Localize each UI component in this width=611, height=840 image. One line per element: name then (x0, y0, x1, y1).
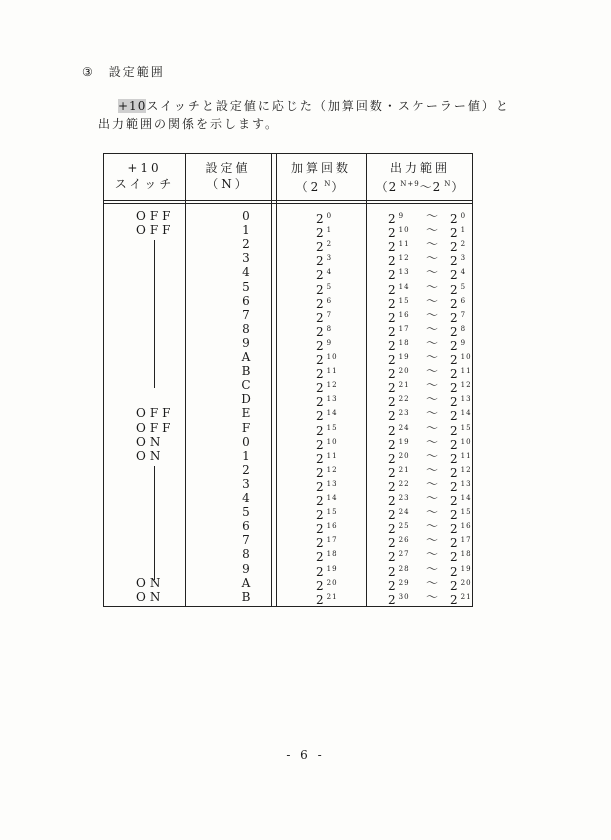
range-tilde: ～ (426, 406, 439, 421)
count-exponent: 3 (326, 254, 333, 263)
range-high-base: 2 (450, 451, 458, 466)
table-row (104, 491, 472, 508)
setting-value: C (241, 378, 251, 393)
table-row (104, 364, 472, 382)
header-switch-line2: スイッチ (114, 177, 175, 191)
range-high-base: 2 (450, 564, 458, 579)
range-tilde: ～ (426, 321, 439, 336)
range-tilde: ～ (426, 279, 439, 294)
table-row (104, 293, 472, 311)
range-high-base: 2 (450, 296, 458, 311)
switch-state: ON (136, 434, 165, 449)
setting-value: 7 (242, 307, 250, 322)
setting-value: 4 (242, 491, 250, 505)
count-base: 2 (316, 536, 324, 551)
table-row (104, 547, 472, 565)
range-high-base: 2 (450, 437, 458, 452)
count-base: 2 (316, 479, 324, 494)
range-low-exponent: 24 (398, 423, 410, 432)
range-high-exponent: 19 (460, 564, 472, 573)
count-base: 2 (316, 212, 324, 226)
header-count-exp: N (324, 180, 332, 188)
table-row (104, 251, 472, 269)
range-high-base: 2 (450, 578, 458, 593)
table-row (104, 307, 472, 325)
range-high-exponent: 14 (460, 494, 472, 502)
range-high-base: 2 (450, 508, 458, 523)
count-base: 2 (316, 578, 324, 593)
count-exponent: 14 (326, 409, 338, 418)
count-exponent: 2 (326, 240, 333, 249)
switch-highlight: +10 (118, 99, 147, 113)
range-low-base: 2 (388, 550, 396, 565)
table-row (104, 505, 472, 523)
count-base: 2 (316, 226, 324, 241)
range-high-base: 2 (450, 550, 458, 565)
range-low-base: 2 (388, 451, 396, 466)
range-tilde: ～ (426, 392, 439, 407)
range-low-exponent: 29 (398, 578, 410, 587)
range-low-exponent: 23 (398, 494, 410, 502)
range-low-base: 2 (388, 508, 396, 523)
header-count (276, 160, 366, 195)
range-high-exponent: 13 (460, 479, 472, 488)
range-high-exponent: 21 (460, 592, 472, 601)
table-row (104, 237, 472, 255)
range-high-exponent: 20 (460, 578, 472, 587)
range-high-base: 2 (450, 212, 458, 226)
section-heading (82, 63, 165, 80)
range-high-exponent: 12 (460, 381, 472, 390)
range-low-base: 2 (388, 437, 396, 452)
range-high-exponent: 0 (460, 212, 467, 220)
count-exponent: 8 (326, 324, 333, 333)
count-exponent: 12 (326, 381, 338, 390)
range-low-base: 2 (388, 423, 396, 438)
range-high-base: 2 (450, 282, 458, 297)
count-exponent: 10 (326, 353, 338, 361)
header-count-line1: 加算回数 (290, 161, 351, 175)
range-low-exponent: 22 (398, 479, 410, 488)
range-low-base: 2 (388, 338, 396, 353)
range-low-exponent: 22 (398, 395, 410, 404)
range-high-exponent: 12 (460, 465, 472, 474)
range-low-exponent: 25 (398, 522, 410, 531)
count-exponent: 19 (326, 564, 338, 573)
range-tilde: ～ (426, 505, 439, 520)
count-base: 2 (316, 338, 324, 353)
header-count-base: （2 (295, 180, 322, 194)
range-high-exponent: 10 (460, 437, 472, 446)
setting-value: 1 (242, 448, 250, 463)
count-base: 2 (316, 367, 324, 382)
table-row (104, 406, 472, 424)
count-exponent: 21 (326, 592, 338, 601)
setting-value: 0 (242, 434, 250, 449)
header-range-line1: 出力範囲 (389, 161, 450, 175)
range-low-base: 2 (388, 409, 396, 424)
range-high (450, 590, 472, 607)
range-low-base: 2 (388, 310, 396, 325)
range-tilde: ～ (426, 448, 439, 463)
setting-value: 9 (242, 561, 250, 576)
table-row (104, 265, 472, 283)
range-low-base: 2 (388, 353, 396, 367)
range-low-exponent: 23 (398, 409, 410, 418)
count-exponent: 1 (326, 226, 333, 235)
range-high-base: 2 (450, 381, 458, 396)
setting-value: 1 (242, 223, 250, 238)
range-tilde: ～ (426, 561, 439, 576)
count-base: 2 (316, 437, 324, 452)
switch-state: OFF (136, 406, 175, 421)
range-tilde: ～ (426, 378, 439, 393)
count-exponent: 20 (326, 578, 338, 587)
count-base: 2 (316, 310, 324, 325)
range-tilde: ～ (426, 223, 439, 238)
header-rule (104, 203, 472, 204)
range-low-exponent: 12 (398, 254, 410, 263)
setting-value: 3 (242, 251, 250, 266)
count-base: 2 (316, 508, 324, 523)
count-base: 2 (316, 564, 324, 579)
range-low-exponent: 9 (398, 212, 405, 220)
count-exponent: 13 (326, 395, 338, 404)
range-low-exponent: 27 (398, 550, 410, 559)
range-low-exponent: 19 (398, 353, 410, 361)
table-row (104, 378, 472, 396)
range-low-exponent: 21 (398, 381, 410, 390)
range-high-exponent: 17 (460, 536, 472, 545)
add-count (316, 590, 356, 607)
range-high-base: 2 (450, 522, 458, 537)
count-exponent: 5 (326, 282, 333, 291)
switch-state: OFF (136, 209, 175, 223)
range-high-base: 2 (450, 395, 458, 410)
table-row (104, 350, 472, 367)
range-high-base: 2 (450, 367, 458, 382)
table-row (104, 519, 472, 537)
table-row (104, 462, 472, 480)
page-number: - 6 - (286, 748, 325, 762)
range-low-exponent: 11 (398, 240, 410, 249)
range-high-base: 2 (450, 254, 458, 269)
range-low-base: 2 (388, 536, 396, 551)
range-high-base: 2 (450, 409, 458, 424)
setting-value: 3 (242, 476, 250, 491)
switch-state: OFF (136, 420, 175, 435)
count-exponent: 6 (326, 296, 333, 305)
count-exponent: 4 (326, 268, 333, 277)
range-high-exponent: 10 (460, 353, 472, 361)
range-low-base: 2 (388, 494, 396, 508)
count-exponent: 10 (326, 437, 338, 446)
range-high-base: 2 (450, 353, 458, 367)
range-low-exponent: 16 (398, 310, 410, 319)
count-base: 2 (316, 522, 324, 537)
range-low-exponent: 18 (398, 338, 410, 347)
switch-state: ON (136, 448, 165, 463)
setting-value: 0 (242, 209, 250, 223)
setting-value: 8 (242, 321, 250, 336)
intro-line-2: 出力範囲の関係を示します。 (98, 117, 280, 131)
switch-state: OFF (136, 223, 175, 238)
table-row (104, 335, 472, 353)
range-low-base: 2 (388, 212, 396, 226)
count-exponent: 11 (326, 451, 338, 460)
range-high-exponent: 5 (460, 282, 467, 291)
range-low-base: 2 (388, 240, 396, 255)
setting-value: 7 (242, 533, 250, 548)
header-range-exp2: N (444, 180, 452, 188)
range-low-base: 2 (388, 268, 396, 283)
count-base: 2 (316, 550, 324, 565)
count-exponent: 18 (326, 550, 338, 559)
range-tilde: ～ (426, 265, 439, 280)
setting-value: B (241, 364, 251, 379)
setting-value: 5 (242, 279, 250, 294)
range-low-exponent: 20 (398, 367, 410, 376)
setting-value: D (241, 392, 251, 407)
setting-value: B (241, 589, 251, 604)
range-low-exponent: 20 (398, 451, 410, 460)
range-high-exponent: 11 (460, 451, 472, 460)
range-high-exponent: 3 (460, 254, 467, 263)
range-high-base: 2 (450, 494, 458, 508)
range-tilde: ～ (426, 251, 439, 266)
table-row (104, 589, 472, 607)
range-high-exponent: 16 (460, 522, 472, 531)
range-low-exponent: 28 (398, 564, 410, 573)
setting-value: E (241, 406, 251, 421)
table-row (104, 392, 472, 410)
setting-value: 4 (242, 265, 250, 280)
range-low-base: 2 (388, 479, 396, 494)
table-row (104, 561, 472, 579)
count-base: 2 (316, 409, 324, 424)
range-low-exponent: 15 (398, 296, 410, 305)
setting-value: A (241, 350, 251, 364)
count-base: 2 (316, 268, 324, 283)
table-row (104, 533, 472, 551)
table-row (104, 209, 472, 226)
range-high-exponent: 6 (460, 296, 467, 305)
count-base: 2 (316, 494, 324, 508)
range-high-base: 2 (450, 536, 458, 551)
count-base: 2 (316, 423, 324, 438)
count-exponent: 15 (326, 508, 338, 517)
range-high-exponent: 18 (460, 550, 472, 559)
range-tilde: ～ (426, 335, 439, 350)
table-row (104, 420, 472, 438)
range-high-exponent: 15 (460, 508, 472, 517)
range-high-base: 2 (450, 324, 458, 339)
count-base: 2 (316, 353, 324, 367)
range-low-exponent: 26 (398, 536, 410, 545)
range-tilde: ～ (426, 462, 439, 477)
section-title: 設定範囲 (108, 65, 165, 79)
count-exponent: 0 (326, 212, 333, 220)
range-tilde: ～ (426, 420, 439, 435)
header-switch-line1: +10 (127, 161, 162, 175)
count-base: 2 (316, 592, 324, 607)
table-row (104, 223, 472, 241)
range-high-base: 2 (450, 423, 458, 438)
setting-value: 6 (242, 293, 250, 308)
range-tilde: ～ (426, 547, 439, 562)
range-low-base: 2 (388, 564, 396, 579)
range-high-exponent: 13 (460, 395, 472, 404)
count-exponent: 13 (326, 479, 338, 488)
range-low-base: 2 (388, 324, 396, 339)
setting-value: A (241, 575, 251, 590)
header-range-exp1: N+9 (400, 180, 420, 188)
range-high-base: 2 (450, 310, 458, 325)
header-value-line2: （N） (206, 177, 250, 191)
header-count-close: ） (331, 180, 347, 194)
setting-value: 6 (242, 519, 250, 534)
setting-value: 2 (242, 462, 250, 477)
switch-state: ON (136, 589, 165, 604)
range-low-base: 2 (388, 578, 396, 593)
range-low-base: 2 (388, 381, 396, 396)
range-tilde: ～ (426, 364, 439, 379)
intro-line-1 (118, 97, 510, 115)
range-high-base: 2 (450, 268, 458, 283)
range-tilde: ～ (426, 519, 439, 534)
header-range-line2 (366, 176, 474, 195)
range-low-base: 2 (388, 254, 396, 269)
header-rule (104, 200, 472, 201)
range-low-exponent: 24 (398, 508, 410, 517)
header-value (185, 160, 271, 192)
range-tilde: ～ (426, 350, 439, 364)
setting-value: 8 (242, 547, 250, 562)
range-high-exponent: 4 (460, 268, 467, 277)
setting-value: 9 (242, 335, 250, 350)
table-row (104, 575, 472, 593)
range-high-exponent: 9 (460, 338, 467, 347)
count-exponent: 14 (326, 494, 338, 502)
switch-state: ON (136, 575, 165, 590)
range-tilde: ～ (426, 533, 439, 548)
range-low (388, 590, 410, 607)
range-high-base: 2 (450, 338, 458, 353)
header-range-close: ） (451, 180, 465, 194)
table-row (104, 279, 472, 297)
range-tilde: ～ (426, 307, 439, 322)
count-base: 2 (316, 254, 324, 269)
count-base: 2 (316, 282, 324, 297)
count-exponent: 16 (326, 522, 338, 531)
count-exponent: 7 (326, 310, 333, 319)
range-low-exponent: 19 (398, 437, 410, 446)
range-low-exponent: 13 (398, 268, 410, 277)
count-exponent: 15 (326, 423, 338, 432)
table-row (104, 448, 472, 466)
header-range (366, 160, 474, 195)
table-row (104, 434, 472, 452)
table-row (104, 476, 472, 494)
range-high-exponent: 2 (460, 240, 467, 249)
range-low-base: 2 (388, 296, 396, 311)
range-tilde: ～ (426, 209, 439, 223)
range-tilde: ～ (426, 293, 439, 308)
count-exponent: 17 (326, 536, 338, 545)
count-base: 2 (316, 451, 324, 466)
setting-value: 5 (242, 505, 250, 520)
range-table (103, 153, 473, 607)
intro-text (98, 97, 510, 133)
section-number: ③ (82, 65, 95, 79)
range-tilde: ～ (426, 237, 439, 252)
range-high-base: 2 (450, 592, 458, 607)
count-base: 2 (316, 395, 324, 410)
setting-value: 2 (242, 237, 250, 252)
range-tilde: ～ (426, 589, 439, 604)
range-high-exponent: 1 (460, 226, 467, 235)
range-low-base: 2 (388, 395, 396, 410)
count-exponent: 9 (326, 338, 333, 347)
range-high-exponent: 14 (460, 409, 472, 418)
range-low-exponent: 17 (398, 324, 410, 333)
header-range-base: （2 (375, 180, 398, 194)
range-high-exponent: 7 (460, 310, 467, 319)
range-high-base: 2 (450, 226, 458, 241)
count-base: 2 (316, 240, 324, 255)
range-low-exponent: 30 (398, 592, 410, 601)
header-range-mid: ～2 (419, 180, 442, 194)
range-high-base: 2 (450, 479, 458, 494)
count-base: 2 (316, 324, 324, 339)
range-low-exponent: 21 (398, 465, 410, 474)
range-high-base: 2 (450, 465, 458, 480)
header-value-line1: 設定値 (205, 161, 251, 175)
range-low-base: 2 (388, 226, 396, 241)
count-exponent: 12 (326, 465, 338, 474)
range-tilde: ～ (426, 476, 439, 491)
count-base: 2 (316, 465, 324, 480)
range-low-base: 2 (388, 465, 396, 480)
range-low-base: 2 (388, 522, 396, 537)
range-tilde: ～ (426, 491, 439, 505)
range-low-base: 2 (388, 367, 396, 382)
range-low-exponent: 14 (398, 282, 410, 291)
range-low-exponent: 10 (398, 226, 410, 235)
range-tilde: ～ (426, 434, 439, 449)
count-base: 2 (316, 381, 324, 396)
setting-value: F (241, 420, 251, 435)
range-low-base: 2 (388, 282, 396, 297)
count-exponent: 11 (326, 367, 338, 376)
count-base: 2 (316, 296, 324, 311)
range-low-base: 2 (388, 592, 396, 607)
intro-line-1-text: スイッチと設定値に応じた（加算回数・スケーラー値）と (146, 99, 510, 113)
range-high-exponent: 8 (460, 324, 467, 333)
header-count-line2 (276, 176, 366, 195)
range-tilde: ～ (426, 575, 439, 590)
range-high-exponent: 11 (460, 367, 472, 376)
table-row (104, 321, 472, 339)
range-high-base: 2 (450, 240, 458, 255)
header-switch (104, 160, 185, 192)
range-high-exponent: 15 (460, 423, 472, 432)
